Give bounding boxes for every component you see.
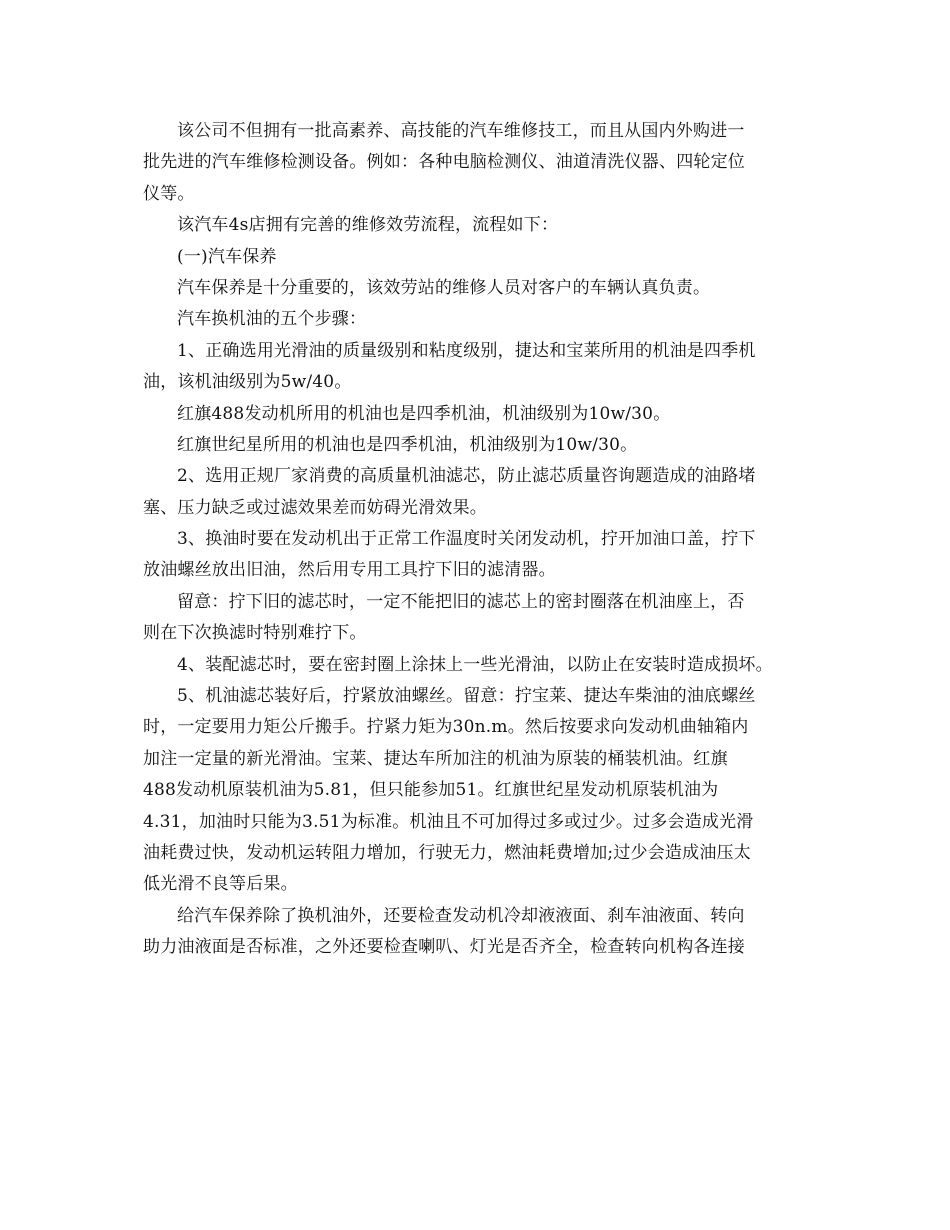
paragraph-line: 助力油液面是否标准，之外还要检查喇叭、灯光是否齐全，检查转向机构各连接 [143,937,745,958]
paragraph-line: 2、选用正规厂家消费的高质量机油滤芯，防止滤芯质量咨询题造成的油路堵 [177,466,756,487]
paragraph-line: 4、装配滤芯时，要在密封圈上涂抹上一些光滑油，以防止在安装时造成损坏。 [177,654,773,675]
paragraph-line: 油，该机油级别为5w/40。 [143,372,352,393]
paragraph-line: 该汽车4s店拥有完善的维修效劳流程，流程如下： [177,215,559,236]
paragraph-line: 加注一定量的新光滑油。宝莱、捷达车所加注的机油为原装的桶装机油。红旗 [143,748,728,769]
paragraph-line: 3、换油时要在发动机出于正常工作温度时关闭发动机，拧开加油口盖，拧下 [177,529,756,550]
paragraph-line: 汽车换机油的五个步骤： [177,309,367,330]
paragraph-line: 批先进的汽车维修检测设备。例如：各种电脑检测仪、油道清洗仪器、四轮定位 [143,152,745,173]
paragraph-line: 4.31，加油时只能为3.51为标准。机油且不可加得过多或过少。过多会造成光滑 [143,811,754,832]
paragraph-line: 5、机油滤芯装好后，拧紧放油螺丝。留意：拧宝莱、捷达车柴油的油底螺丝 [177,686,756,707]
paragraph-line: 红旗世纪星所用的机油也是四季机油，机油级别为10w/30。 [177,434,638,455]
paragraph-line: 仪等。 [143,183,195,204]
paragraph-line: 红旗488发动机所用的机油也是四季机油，机油级别为10w/30。 [177,403,671,424]
paragraph-line: 1、正确选用光滑油的质量级别和粘度级别，捷达和宝莱所用的机油是四季机 [177,340,756,361]
paragraph-line: 油耗费过快，发动机运转阻力增加，行驶无力，燃油耗费增加;过少会造成油压太 [143,842,751,863]
paragraph-line: 488发动机原装机油为5.81，但只能参加51。红旗世纪星发动机原装机油为 [143,780,719,801]
paragraph-line: 时，一定要用力矩公斤搬手。拧紧力矩为30n.m。然后按要求向发动机曲轴箱内 [143,717,749,738]
paragraph-line: 放油螺丝放出旧油，然后用专用工具拧下旧的滤清器。 [143,560,556,581]
document-body [143,116,823,964]
paragraph-line: 低光滑不良等后果。 [143,874,298,895]
paragraph-line: 该公司不但拥有一批高素养、高技能的汽车维修技工，而且从国内外购进一 [177,121,745,141]
paragraph-line: 留意：拧下旧的滤芯时，一定不能把旧的滤芯上的密封圈落在机油座上，否 [177,591,745,612]
paragraph-line: 给汽车保养除了换机油外，还要检查发动机冷却液液面、刹车油液面、转向 [177,905,745,926]
paragraph-line: 塞、压力缺乏或过滤效果差而妨碍光滑效果。 [143,497,487,518]
paragraph-line: 则在下次换滤时特别难拧下。 [143,623,367,644]
paragraph-line: (一)汽车保养 [177,246,277,267]
paragraph-line: 汽车保养是十分重要的，该效劳站的维修人员对客户的车辆认真负责。 [177,277,711,298]
